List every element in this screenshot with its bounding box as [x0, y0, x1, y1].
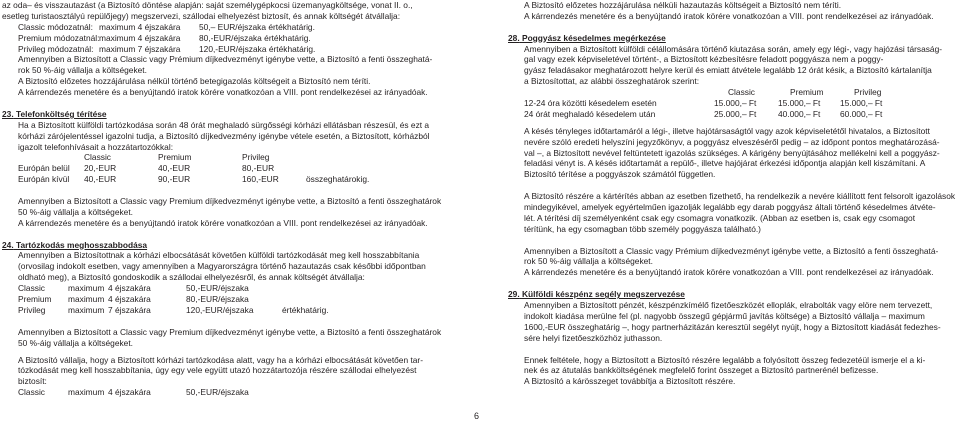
price-limit: 80,-EUR/éjszaka értékhatárig. [199, 32, 311, 43]
page-number: 6 [474, 411, 480, 421]
row-note [282, 283, 352, 294]
row-note: értékhatárig. [282, 304, 329, 315]
table-corner [524, 87, 714, 98]
text-line: Ennek feltétele, hogy a Biztosított a Biztosító részére legalább a folyósított összeg fedezetéül ismerje el a ki- [524, 354, 926, 365]
package-name: Premium módozatnál: [18, 32, 99, 43]
section-number: 23. [2, 108, 14, 119]
column-header: Privileg [854, 87, 882, 98]
text-line: sére helyi fizetőeszközhöz juthasson. [524, 332, 663, 343]
privileg-value: 160,-EUR [242, 174, 279, 185]
column-header: Classic [84, 152, 111, 163]
text-line: gyász feladásakor meghatározott helyre kerül és emiatt átvétele legalább 12 órát késik, a Biztosító kártalanítja [524, 65, 932, 76]
row-label: 12-24 óra közötti késedelem esetén [524, 98, 657, 109]
section-number: 28. [508, 32, 520, 43]
table-spacer [306, 152, 386, 163]
classic-value: 40,-EUR [84, 174, 117, 185]
row-suffix: összeghatárokig. [306, 174, 370, 185]
lodging-table [2, 283, 471, 316]
privileg-value: 60.000,– Ft [840, 108, 883, 119]
privileg-value: 80,-EUR [242, 163, 275, 174]
text-line: A Biztosító vállalja, hogy a Biztosított kórházi tartózkodása alatt, vagy ha a kórházi elbocsátását követően tar- [18, 354, 424, 365]
spacer [508, 22, 960, 33]
spacer [508, 344, 960, 355]
text-line: lét. A térítési díj személyenként csak egy csomagra vonatkozik. (Abban az esetben is, csak egy csomagot [524, 212, 916, 223]
price-limit: 50,-EUR/éjszaka [186, 283, 249, 294]
text-line: mindegyikével, amelyek egyértelműen igazolják legalább egy darab poggyász általi történő késedelmes átvéte- [524, 202, 936, 213]
premium-value: 90,-EUR [158, 174, 191, 185]
text-line: Amennyiben a Biztosított a Classic vagy Prémium díjkedvezményt igénybe vette, a Biztosító a fenti összeghatá- [18, 54, 433, 65]
text-line: tózkodását meg kell hosszabbítania, úgy egy vele együtt utazó hozzátartozója részére szállodai elhelyezést [18, 365, 417, 376]
spacer [508, 235, 960, 246]
section-number: 29. [508, 289, 520, 300]
privileg-value: 15.000,– Ft [840, 98, 883, 109]
section-title: Tartózkodás meghosszabbodása [15, 239, 148, 250]
package-name: Privileg [18, 304, 46, 315]
section-title: Külföldi készpénz segély megszervezése [521, 289, 685, 300]
max-nights: maximum 4 éjszakára [99, 21, 181, 32]
premium-value: 15.000,– Ft [778, 98, 821, 109]
price-limit: 50,– EUR/éjszaka értékhatárig. [199, 21, 315, 32]
text-line: gal vagy ezek képviseletével történt-, a Biztosított kézbesítésre feladott poggyásza nem a poggy- [524, 54, 884, 65]
section-number: 24. [2, 239, 14, 250]
region-label: Európán belül [18, 163, 70, 174]
classic-value: 20,-EUR [84, 163, 117, 174]
max-label: maximum [68, 294, 105, 305]
spacer [508, 278, 960, 289]
text-line: A Biztosító részére a kártérítés abban az esetben fizethető, ha rendelkezik a nevére kiállított fent felsorolt igazolások [524, 191, 956, 202]
row-label: 24 órát meghaladó késedelem után [524, 108, 656, 119]
spacer [2, 229, 471, 240]
text-line: 50 %-áig vállalja a költségeket. [18, 206, 133, 217]
delay-compensation-table [508, 87, 960, 120]
text-line: rok 50 %-áig vállalja a költségeket. [18, 65, 147, 76]
text-line: A Biztosító előzetes hozzájárulása nélküli hazautazás költségeit a Biztosító nem téríti. [524, 0, 842, 10]
text-line: Amennyiben a Biztosított külföldi célállomására történő kiutazása során, amely egy légi-, vagy hajózási társaság- [524, 43, 943, 54]
max-nights: 4 éjszakára [108, 283, 151, 294]
text-line: A késés tényleges időtartamáról a légi-, illetve hajótársaságtól vagy azok képviseletétől hivatalos, a Biztosított [524, 125, 930, 136]
max-nights: maximum 7 éjszakára [99, 43, 181, 54]
right-column [508, 0, 960, 387]
text-line: Amennyiben a Biztosított pénzét, készpénzkímélő fizetőeszközét elloplák, elrabolták vagy elöre nem tervezett, [524, 300, 933, 311]
max-nights: 7 éjszakára [108, 304, 151, 315]
max-nights: maximum 4 éjszakára [99, 32, 181, 43]
text-line: Ha a Biztosított külföldi tartózkodása során 48 órát meghaladó sürgősségi kórházi ellátásban részesül, és ezt a [18, 119, 430, 130]
lodging-table [2, 387, 471, 398]
text-line: Amennyiben a Biztosítottnak a kórházi elbocsátását követően külföldi tartózkodását meg kell hosszabbítania [18, 250, 420, 261]
text-line: a Biztosítottat, az alábbi összeghatárok szerint: [524, 76, 700, 87]
text-line: térítünk, ha egy csomagban több személy poggyásza található.) [524, 223, 761, 234]
price-limit: 80,-EUR/éjszaka [186, 294, 249, 305]
text-line: A kárrendezés menetére és a benyújtandó iratok körére vonatkozóan a VIII. pont rendelkezései az irányadóak. [524, 267, 934, 278]
classic-value: 15.000,– Ft [714, 98, 757, 109]
text-line: rok 50 %-áig vállalja a költségeket. [524, 256, 653, 267]
max-nights: 4 éjszakára [108, 387, 151, 398]
classic-value: 25.000,– Ft [714, 108, 757, 119]
spacer [2, 185, 471, 196]
price-limit: 120,-EUR/éjszaka értékhatárig. [199, 43, 316, 54]
spacer [508, 180, 960, 191]
section-heading-28 [508, 33, 960, 44]
text-line: Amennyiben a Biztosított a Classic vagy Prémium díjkedvezményt igénybe vette, a Biztosító a fenti összeghatá- [524, 245, 939, 256]
text-line: biztosít: [18, 376, 47, 387]
phone-cost-table [2, 152, 471, 185]
column-header: Premium [158, 152, 192, 163]
section-title: Poggyász késedelmes megérkezése [521, 32, 666, 43]
column-header: Privileg [242, 152, 270, 163]
max-nights: 4 éjszakára [108, 294, 151, 305]
text-line: A kárrendezés menetére és a benyújtandó iratok körére vonatkozóan a VIII. pont rendelkezései az irányadóak. [524, 10, 934, 21]
text-line: Amennyiben a Biztosított a Classic vagy Premium díjkedvezményt igénybe vette, a Biztosító a fenti összeghatárok [18, 326, 442, 337]
spacer [2, 98, 471, 109]
text-line: igazolt telefonhívásait a hozzátartozókkal: [18, 141, 174, 152]
text-line: kórházi zárójelentéssel igazolni tudja, a Biztosító díjkedvezmény igénybe vétele esetén, a Biztosított, kórházból [18, 130, 430, 141]
lodging-table [2, 22, 471, 55]
section-heading-29 [508, 289, 960, 300]
max-label: maximum [68, 387, 105, 398]
price-limit: 50,-EUR/éjszaka [186, 387, 249, 398]
left-column [2, 0, 471, 398]
premium-value: 40.000,– Ft [778, 108, 821, 119]
text-line: A Biztosító a kárösszeget továbbítja a Biztosított részére. [524, 376, 736, 387]
row-note [282, 294, 352, 305]
text-line: az oda– és visszautazást (a Biztosító döntése alapján: saját személygépkocsi üzemanyagköltsége, vonat II. o., [2, 0, 413, 10]
package-name: Classic módozatnál: [18, 21, 93, 32]
text-line: Amennyiben a Biztosított a Classic vagy Premium díjkedvezményt igénybe vette, a Biztosító a fenti összeghatárok [18, 196, 442, 207]
region-label: Európán kívül [18, 174, 70, 185]
package-name: Premium [18, 294, 52, 305]
text-line: esetleg turistaosztályú repülőjegy) megszervezi, szállodai elhelyezést biztosít, és annak költségét átvállalja: [2, 10, 401, 21]
column-header: Classic [728, 87, 755, 98]
text-line: 50 %-áig vállalja a költségeket. [18, 337, 133, 348]
column-header: Premium [790, 87, 824, 98]
text-line: A kárrendezés menetére és a benyújtandó iratok körére vonatkozóan a VIII. pont rendelkezései az irányadóak. [18, 87, 428, 98]
text-line: Biztosító térítése a poggyászok számától független. [524, 169, 716, 180]
text-line: nek és az átutalás bankköltségének megfelelő forint összeget a Biztosító partnerénél befizesse. [524, 365, 879, 376]
spacer [2, 316, 471, 327]
price-limit: 120,-EUR/éjszaka [186, 304, 254, 315]
text-line: indokolt kiadása merülne fel (pl. nagyobb összegű gépjármű javítás költsége) a Biztosító vállalja – maximum [524, 310, 925, 321]
text-line: (orvosilag indokolt esetben, vagy amennyiben a Magyarországra történő hazautazás csak későbbi időpontban [18, 261, 426, 272]
text-line: nevére szóló eredeti helyszíni jegyzőkönyv, a poggyász elveszéséről pedig – az időpont pontos meghatározásá- [524, 136, 940, 147]
table-corner [18, 152, 84, 163]
package-name: Classic [18, 387, 45, 398]
section-title: Telefonköltség térítése [15, 108, 107, 119]
max-label: maximum [68, 283, 105, 294]
section-heading-24 [2, 240, 471, 251]
text-line: oldható meg), a Biztosító gondoskodik a szállodai elhelyezésről, és annak költségét átvállalja: [18, 272, 365, 283]
premium-value: 40,-EUR [158, 163, 191, 174]
section-heading-23 [2, 109, 471, 120]
text-line: feladási vényt is. A késés időtartamát a repülő-, illetve hajójárat érkezési időpontja alapján kell kiszámítani. A [524, 158, 926, 169]
package-name: Privileg módozatnál: [18, 43, 94, 54]
text-line: val –, a Biztosított nevével feltüntetett igazolás szükséges. A kárigény benyújtásához mellékelni kell a poggyász- [524, 147, 940, 158]
text-line: 1600,-EUR összeghatárig –, hogy partnerházitázán keresztül segélyt nyújt, hogy a Biztosított kiadását fedezhes- [524, 321, 941, 332]
max-label: maximum [68, 304, 105, 315]
text-line: A Biztosító előzetes hozzájárulása nélkül történő betegigazolás költségeit a Biztosító nem téríti. [18, 76, 371, 87]
row-suffix [306, 163, 386, 174]
text-line: A kárrendezés menetére és a benyújtandó iratok körére vonatkozóan a VIII. pont rendelkezései az irányadóak. [18, 217, 428, 228]
package-name: Classic [18, 283, 45, 294]
